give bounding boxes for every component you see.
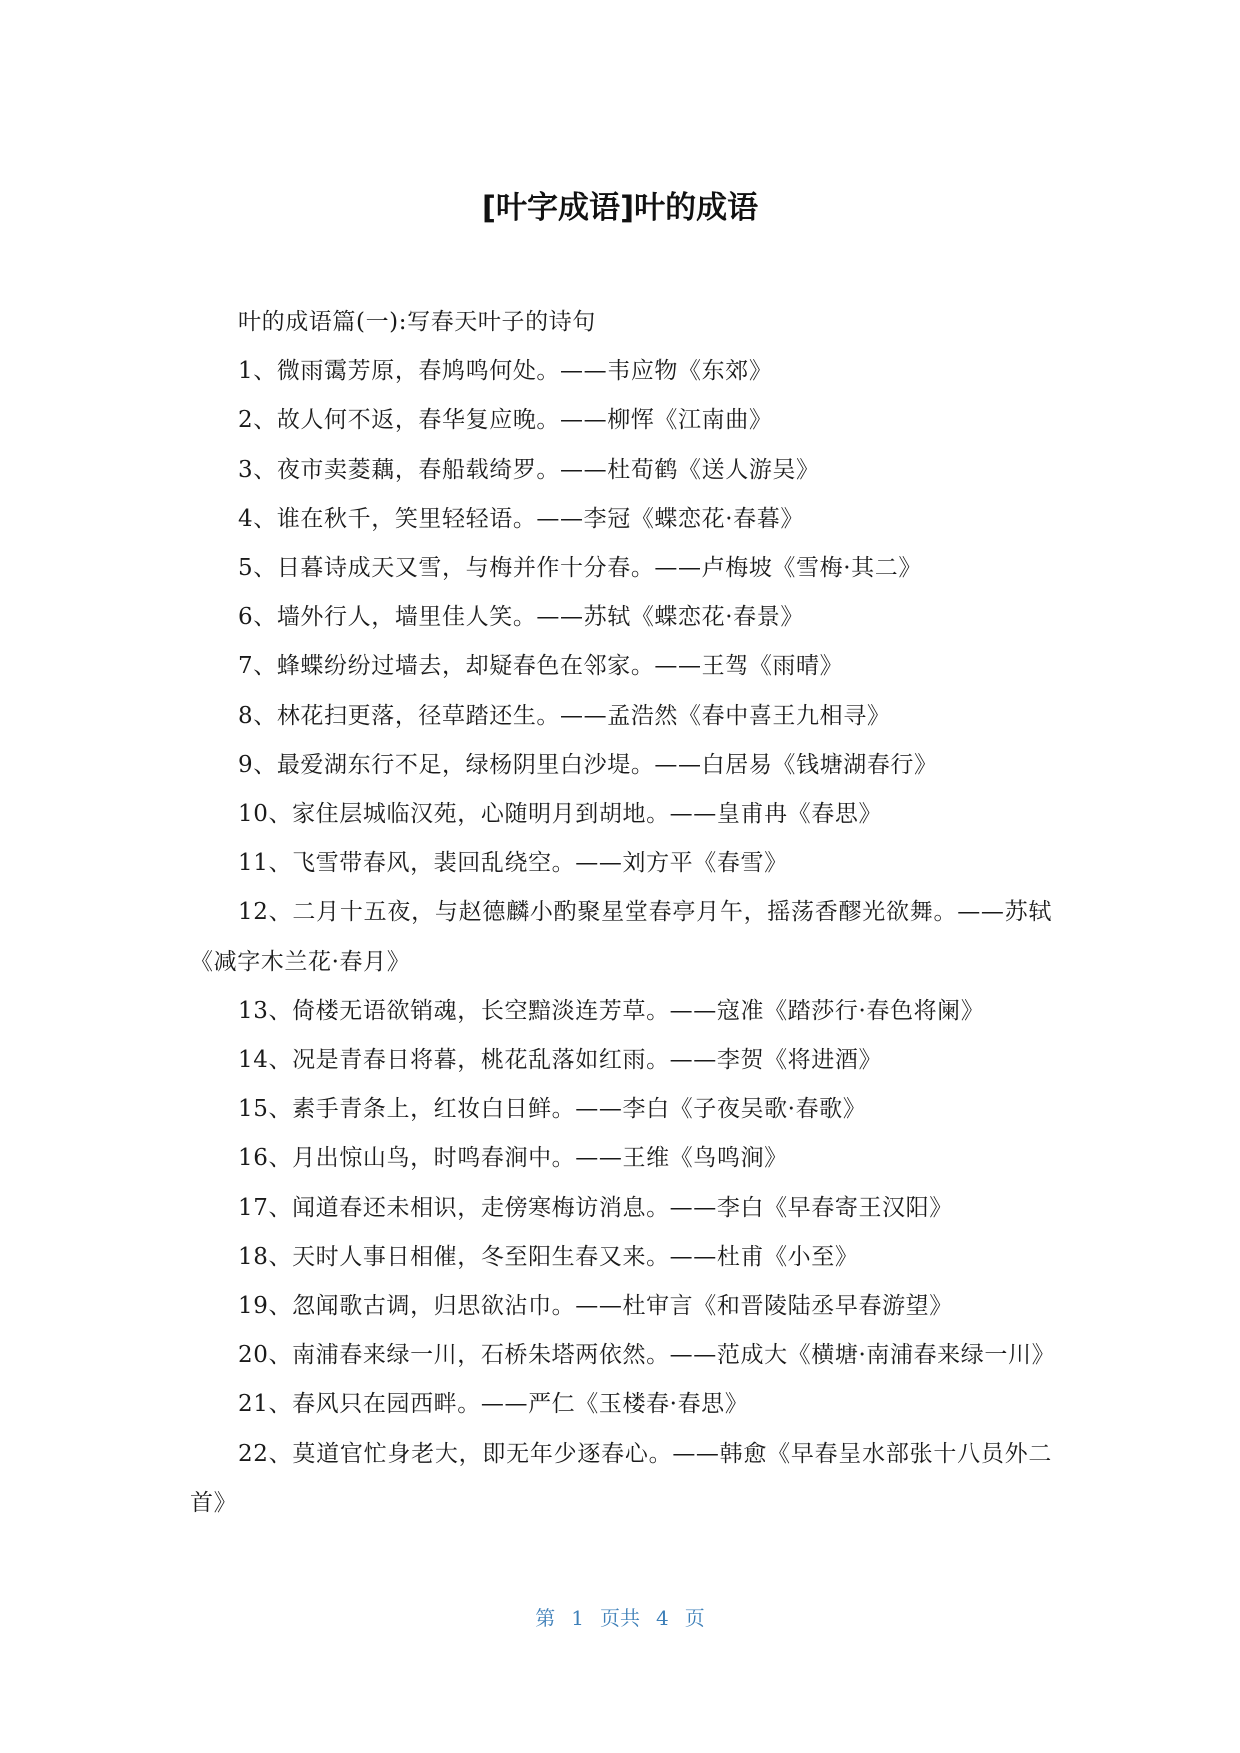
poem-line-21: 21、春风只在园西畔。——严仁《玉楼春·春思》 xyxy=(238,1391,749,1418)
poem-line-17: 17、闻道春还未相识，走傍寒梅访消息。——李白《早春寄王汉阳》 xyxy=(238,1194,953,1221)
poem-line-10: 10、家住层城临汉苑，心随明月到胡地。——皇甫冉《春思》 xyxy=(238,801,883,828)
poem-line-22: 22、莫道官忙身老大，即无年少逐春心。——韩愈《早春呈水部张十八员外二首》 xyxy=(190,1440,1052,1516)
poem-line-2: 2、故人何不返，春华复应晚。——柳恽《江南曲》 xyxy=(238,407,773,434)
footer-suffix: 页 xyxy=(684,1606,705,1630)
footer-middle: 页共 xyxy=(600,1606,640,1630)
poem-line-11: 11、飞雪带春风，裴回乱绕空。——刘方平《春雪》 xyxy=(238,850,788,877)
poem-line-3: 3、夜市卖菱藕，春船载绮罗。——杜荀鹤《送人游吴》 xyxy=(238,456,820,483)
page-footer xyxy=(0,1604,1240,1632)
poem-line-5: 5、日暮诗成天又雪，与梅并作十分春。——卢梅坡《雪梅·其二》 xyxy=(238,555,922,582)
poem-line-1: 1、微雨霭芳原，春鸠鸣何处。——韦应物《东郊》 xyxy=(238,358,773,385)
poem-line-18: 18、天时人事日相催，冬至阳生春又来。——杜甫《小至》 xyxy=(238,1243,859,1270)
document-title: [叶字成语]叶的成语 xyxy=(481,190,759,226)
poem-line-13: 13、倚楼无语欲销魂，长空黯淡连芳草。——寇准《踏莎行·春色将阑》 xyxy=(238,997,985,1024)
poem-line-12: 12、二月十五夜，与赵德麟小酌聚星堂春亭月午，摇荡香醪光欲舞。——苏轼《减字木兰花·春月》 xyxy=(190,899,1052,975)
poem-line-9: 9、最爱湖东行不足，绿杨阴里白沙堤。——白居易《钱塘湖春行》 xyxy=(238,751,938,778)
document-body xyxy=(190,298,1056,1528)
poem-line-8: 8、林花扫更落，径草踏还生。——孟浩然《春中喜王九相寻》 xyxy=(238,702,891,729)
poem-line-20: 20、南浦春来绿一川，石桥朱塔两依然。——范成大《横塘·南浦春来绿一川》 xyxy=(238,1342,1056,1369)
poem-line-16: 16、月出惊山鸟，时鸣春涧中。——王维《鸟鸣涧》 xyxy=(238,1145,788,1172)
poem-line-6: 6、墙外行人，墙里佳人笑。——苏轼《蝶恋花·春景》 xyxy=(238,604,804,631)
section-heading: 叶的成语篇(一):写春天叶子的诗句 xyxy=(238,309,596,335)
poem-line-15: 15、素手青条上，红妆白日鲜。——李白《子夜吴歌·春歌》 xyxy=(238,1096,867,1123)
footer-total-pages: 4 xyxy=(656,1606,669,1630)
poem-line-7: 7、蜂蝶纷纷过墙去，却疑春色在邻家。——王驾《雨晴》 xyxy=(238,653,844,680)
poem-line-14: 14、况是青春日将暮，桃花乱落如红雨。——李贺《将进酒》 xyxy=(238,1047,883,1074)
footer-page-number: 1 xyxy=(571,1606,584,1630)
poem-line-4: 4、谁在秋千，笑里轻轻语。——李冠《蝶恋花·春暮》 xyxy=(238,505,804,532)
poem-line-19: 19、忽闻歌古调，归思欲沾巾。——杜审言《和晋陵陆丞早春游望》 xyxy=(238,1293,953,1320)
footer-prefix: 第 xyxy=(535,1606,556,1630)
